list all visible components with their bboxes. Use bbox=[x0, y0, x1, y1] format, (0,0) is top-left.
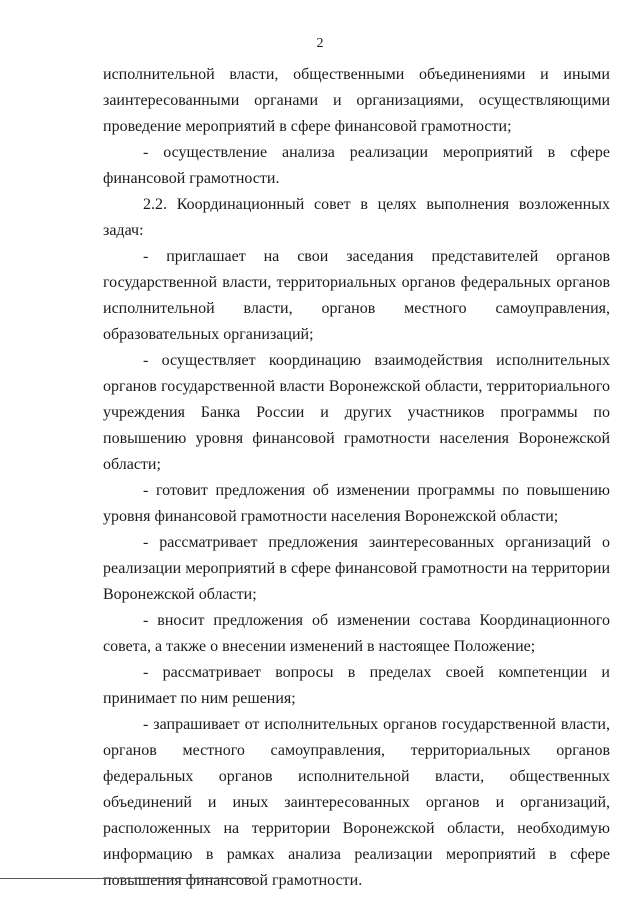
paragraph-8: - вносит предложения об изменении состава Координационного совета, а также о внесении изменений в настоящее Положение; bbox=[103, 612, 610, 655]
paragraph-3: 2.2. Координационный совет в целях выполнения возложенных задач: bbox=[103, 196, 610, 239]
document-body bbox=[103, 62, 610, 894]
paragraph-5: - осуществляет координацию взаимодействия исполнительных органов государственной власти Воронежской области, территориального учреждения Банка России и других участников программы по повышению уровня финансовой грамотности населения Воронежской области; bbox=[103, 352, 610, 473]
page-number: 2 bbox=[316, 36, 324, 51]
paragraph-4: - приглашает на свои заседания представителей органов государственной власти, территориальных органов федеральных органов исполнительной власти, органов местного самоуправления, образовательных организаций; bbox=[103, 248, 610, 343]
paragraph-10: - запрашивает от исполнительных органов государственной власти, органов местного самоуправления, территориальных органов федеральных органов исполнительной власти, общественных объединений и иных заинтересованных органов и организаций, расположенных на территории Воронежской области, необходимую информацию в рамках анализа реализации мероприятий в сфере повышения финансовой грамотности. bbox=[103, 716, 610, 889]
paragraph-2: - осуществление анализа реализации мероприятий в сфере финансовой грамотности. bbox=[103, 144, 610, 187]
paragraph-7: - рассматривает предложения заинтересованных организаций о реализации мероприятий в сфере финансовой грамотности на территории Воронежской области; bbox=[103, 534, 610, 603]
paragraph-9: - рассматривает вопросы в пределах своей компетенции и принимает по ним решения; bbox=[103, 664, 610, 707]
paragraph-6: - готовит предложения об изменении программы по повышению уровня финансовой грамотности населения Воронежской области; bbox=[103, 482, 610, 525]
paragraph-1: исполнительной власти, общественными объединениями и иными заинтересованными органами и организациями, осуществляющими проведение мероприятий в сфере финансовой грамотности; bbox=[103, 66, 610, 135]
footer-divider bbox=[0, 878, 255, 879]
